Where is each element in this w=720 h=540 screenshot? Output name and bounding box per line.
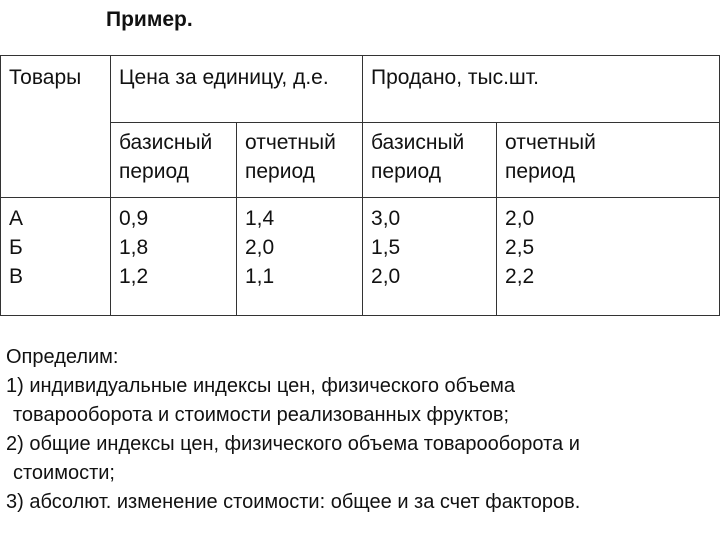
text-line: 1) индивидуальные индексы цен, физического объема — [6, 375, 515, 397]
header-price: Цена за единицу, д.е. — [111, 56, 363, 123]
sold-base-cell — [363, 198, 497, 316]
value: 1,1 — [245, 265, 275, 288]
value: 1,5 — [371, 236, 401, 259]
subheader-sold-base — [363, 123, 497, 198]
price-base-cell — [111, 198, 237, 316]
value: 3,0 — [371, 207, 401, 230]
value: 1,8 — [119, 236, 149, 259]
value: 2,0 — [371, 265, 401, 288]
subheader-price-report — [237, 123, 363, 198]
period-word: период — [119, 160, 189, 183]
text-line: Определим: — [6, 346, 119, 368]
subheader-sold-report — [497, 123, 720, 198]
period-word: период — [245, 160, 315, 183]
table-data-row — [1, 198, 720, 316]
value: 1,4 — [245, 207, 275, 230]
text-line: 3) абсолют. изменение стоимости: общее и за счет факторов. — [6, 491, 581, 513]
data-table — [0, 55, 720, 316]
value: 2,0 — [505, 207, 535, 230]
period-word: период — [505, 160, 575, 183]
value: 2,0 — [245, 236, 275, 259]
value: 2,2 — [505, 265, 535, 288]
period-word: период — [371, 160, 441, 183]
sold-report-cell — [497, 198, 720, 316]
header-sold: Продано, тыс.шт. — [363, 56, 720, 123]
goods-cell — [1, 198, 111, 316]
price-report-cell — [237, 198, 363, 316]
header-goods: Товары — [1, 56, 111, 198]
page-title: Пример. — [106, 8, 193, 31]
subheader-price-base — [111, 123, 237, 198]
period-word: отчетный — [505, 131, 596, 154]
goods-item: В — [9, 265, 24, 288]
text-line: товарооборота и стоимости реализованных фруктов; — [13, 404, 510, 426]
period-word: отчетный — [245, 131, 336, 154]
text-line: стоимости; — [13, 462, 115, 484]
value: 2,5 — [505, 236, 535, 259]
goods-item: Б — [9, 236, 23, 259]
goods-item: А — [9, 207, 24, 230]
task-text — [6, 343, 718, 517]
period-word: базисный — [371, 131, 465, 154]
text-line: 2) общие индексы цен, физического объема товарооборота и — [6, 433, 580, 455]
value: 0,9 — [119, 207, 149, 230]
table-header-row — [1, 56, 720, 123]
value: 1,2 — [119, 265, 149, 288]
period-word: базисный — [119, 131, 213, 154]
